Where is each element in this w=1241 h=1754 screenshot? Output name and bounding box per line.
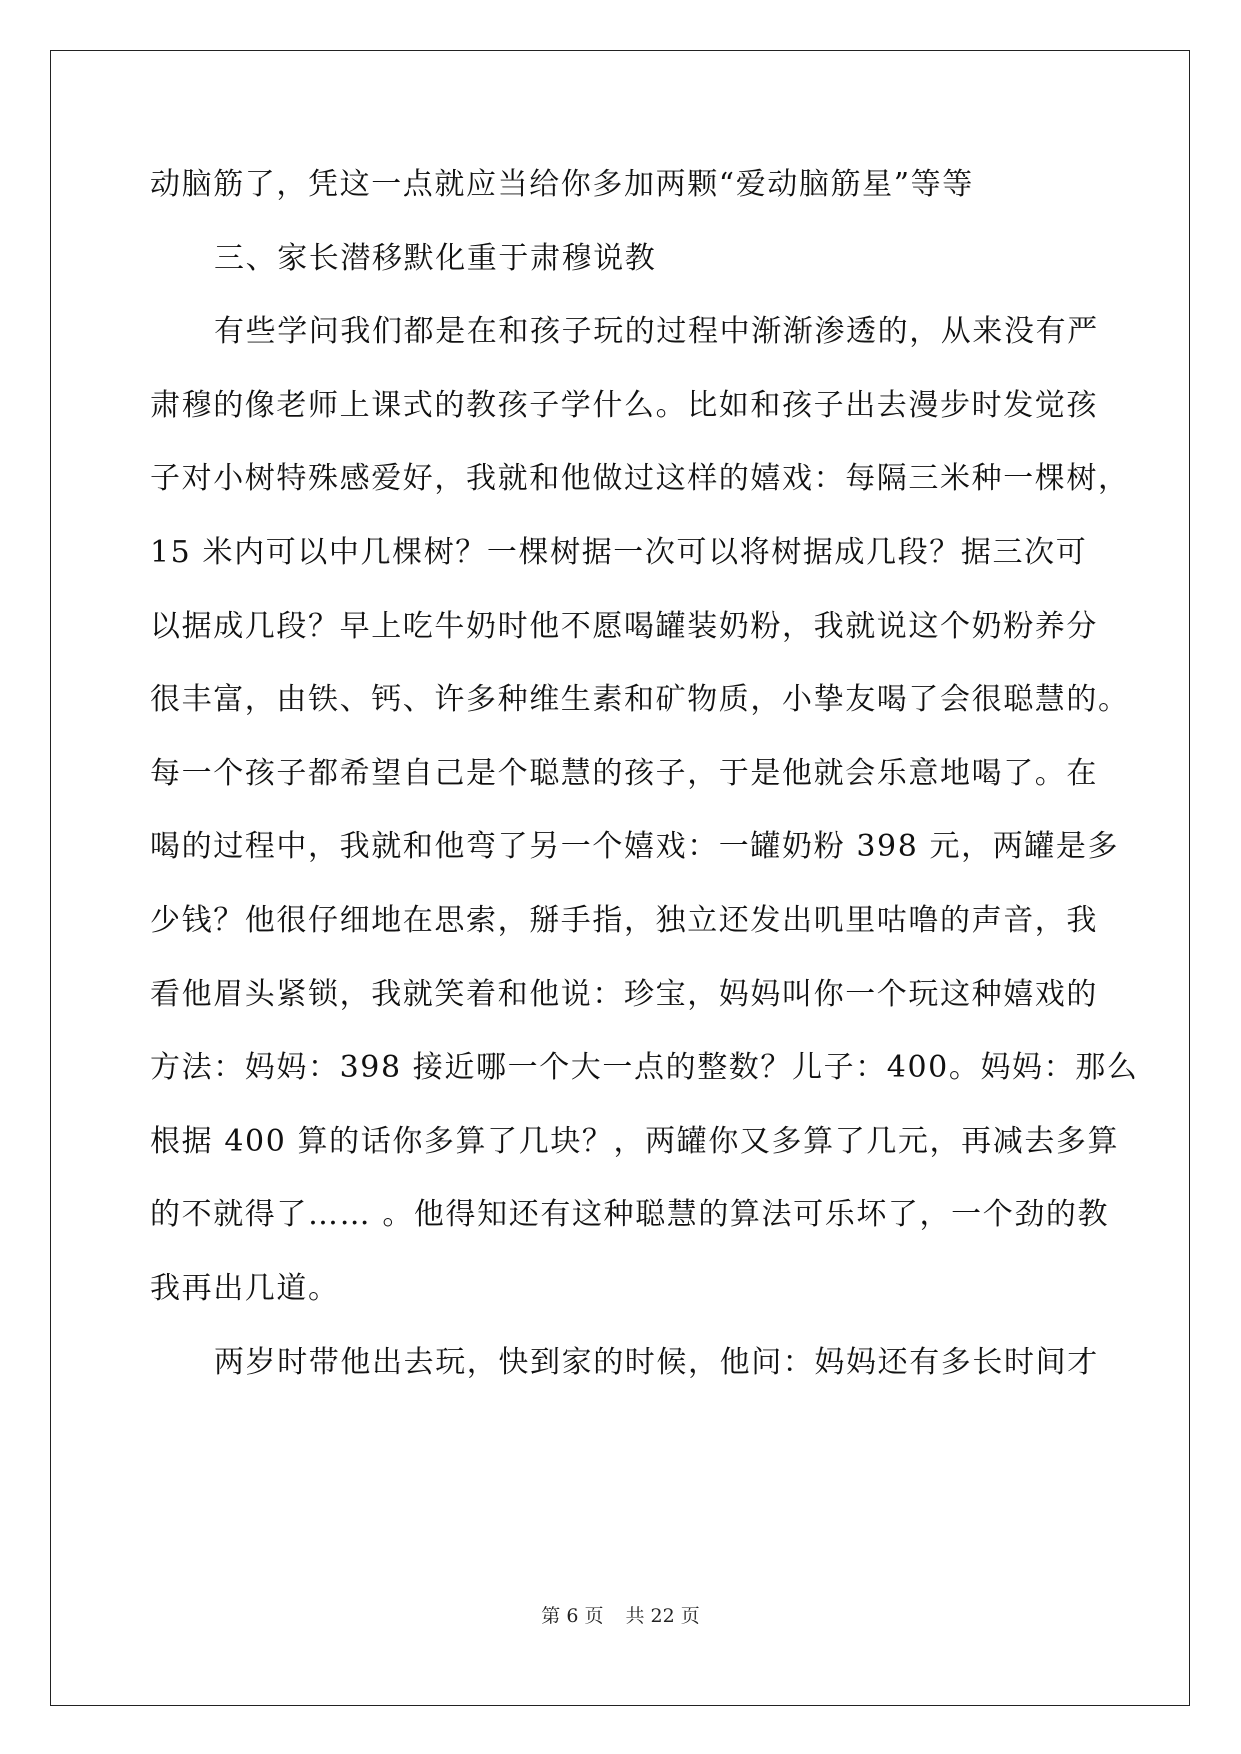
text-line: 看他眉头紧锁，我就笑着和他说：珍宝，妈妈叫你一个玩这种嬉戏的 xyxy=(150,976,1098,1012)
text-line: 有些学问我们都是在和孩子玩的过程中渐渐渗透的，从来没有严 xyxy=(214,314,1099,350)
page-footer xyxy=(0,1604,1241,1628)
section-heading: 三、家长潜移默化重于肃穆说教 xyxy=(214,240,657,276)
text-line: 我再出几道。 xyxy=(150,1271,340,1306)
page-number: 第 6 页 xyxy=(541,1605,604,1627)
text-line: 少钱？他很仔细地在思索，掰手指，独立还发出叽里咕噜的声音，我 xyxy=(150,903,1098,938)
text-line: 两岁时带他出去玩，快到家的时候，他问：妈妈还有多长时间才 xyxy=(214,1344,1099,1380)
page-total: 共 22 页 xyxy=(625,1605,700,1627)
text-line: 方法：妈妈：398 接近哪一个大一点的整数？儿子：400。妈妈：那么 xyxy=(150,1050,1139,1086)
page-border xyxy=(50,50,1190,1706)
text-line: 肃穆的像老师上课式的教孩子学什么。比如和孩子出去漫步时发觉孩 xyxy=(150,387,1098,423)
text-line: 喝的过程中，我就和他弯了另一个嬉戏：一罐奶粉 398 元，两罐是多 xyxy=(150,829,1120,865)
text-line: 每一个孩子都希望自己是个聪慧的孩子，于是他就会乐意地喝了。在 xyxy=(150,755,1098,791)
text-line: 根据 400 算的话你多算了几块？，两罐你又多算了几元，再减去多算 xyxy=(150,1123,1120,1159)
text-line: 的不就得了…… 。他得知还有这种聪慧的算法可乐坏了，一个劲的教 xyxy=(150,1197,1110,1233)
text-line: 动脑筋了，凭这一点就应当给你多加两颗“爱动脑筋星”等等 xyxy=(150,167,974,202)
text-line: 很丰富，由铁、钙、许多种维生素和矿物质，小挚友喝了会很聪慧的。 xyxy=(150,682,1130,718)
text-line: 以据成几段？早上吃牛奶时他不愿喝罐装奶粉，我就说这个奶粉养分 xyxy=(150,608,1098,644)
text-line: 子对小树特殊感爱好，我就和他做过这样的嬉戏：每隔三米种一棵树， xyxy=(150,461,1130,497)
text-line: 15 米内可以中几棵树？一棵树据一次可以将树据成几段？据三次可 xyxy=(150,535,1088,570)
